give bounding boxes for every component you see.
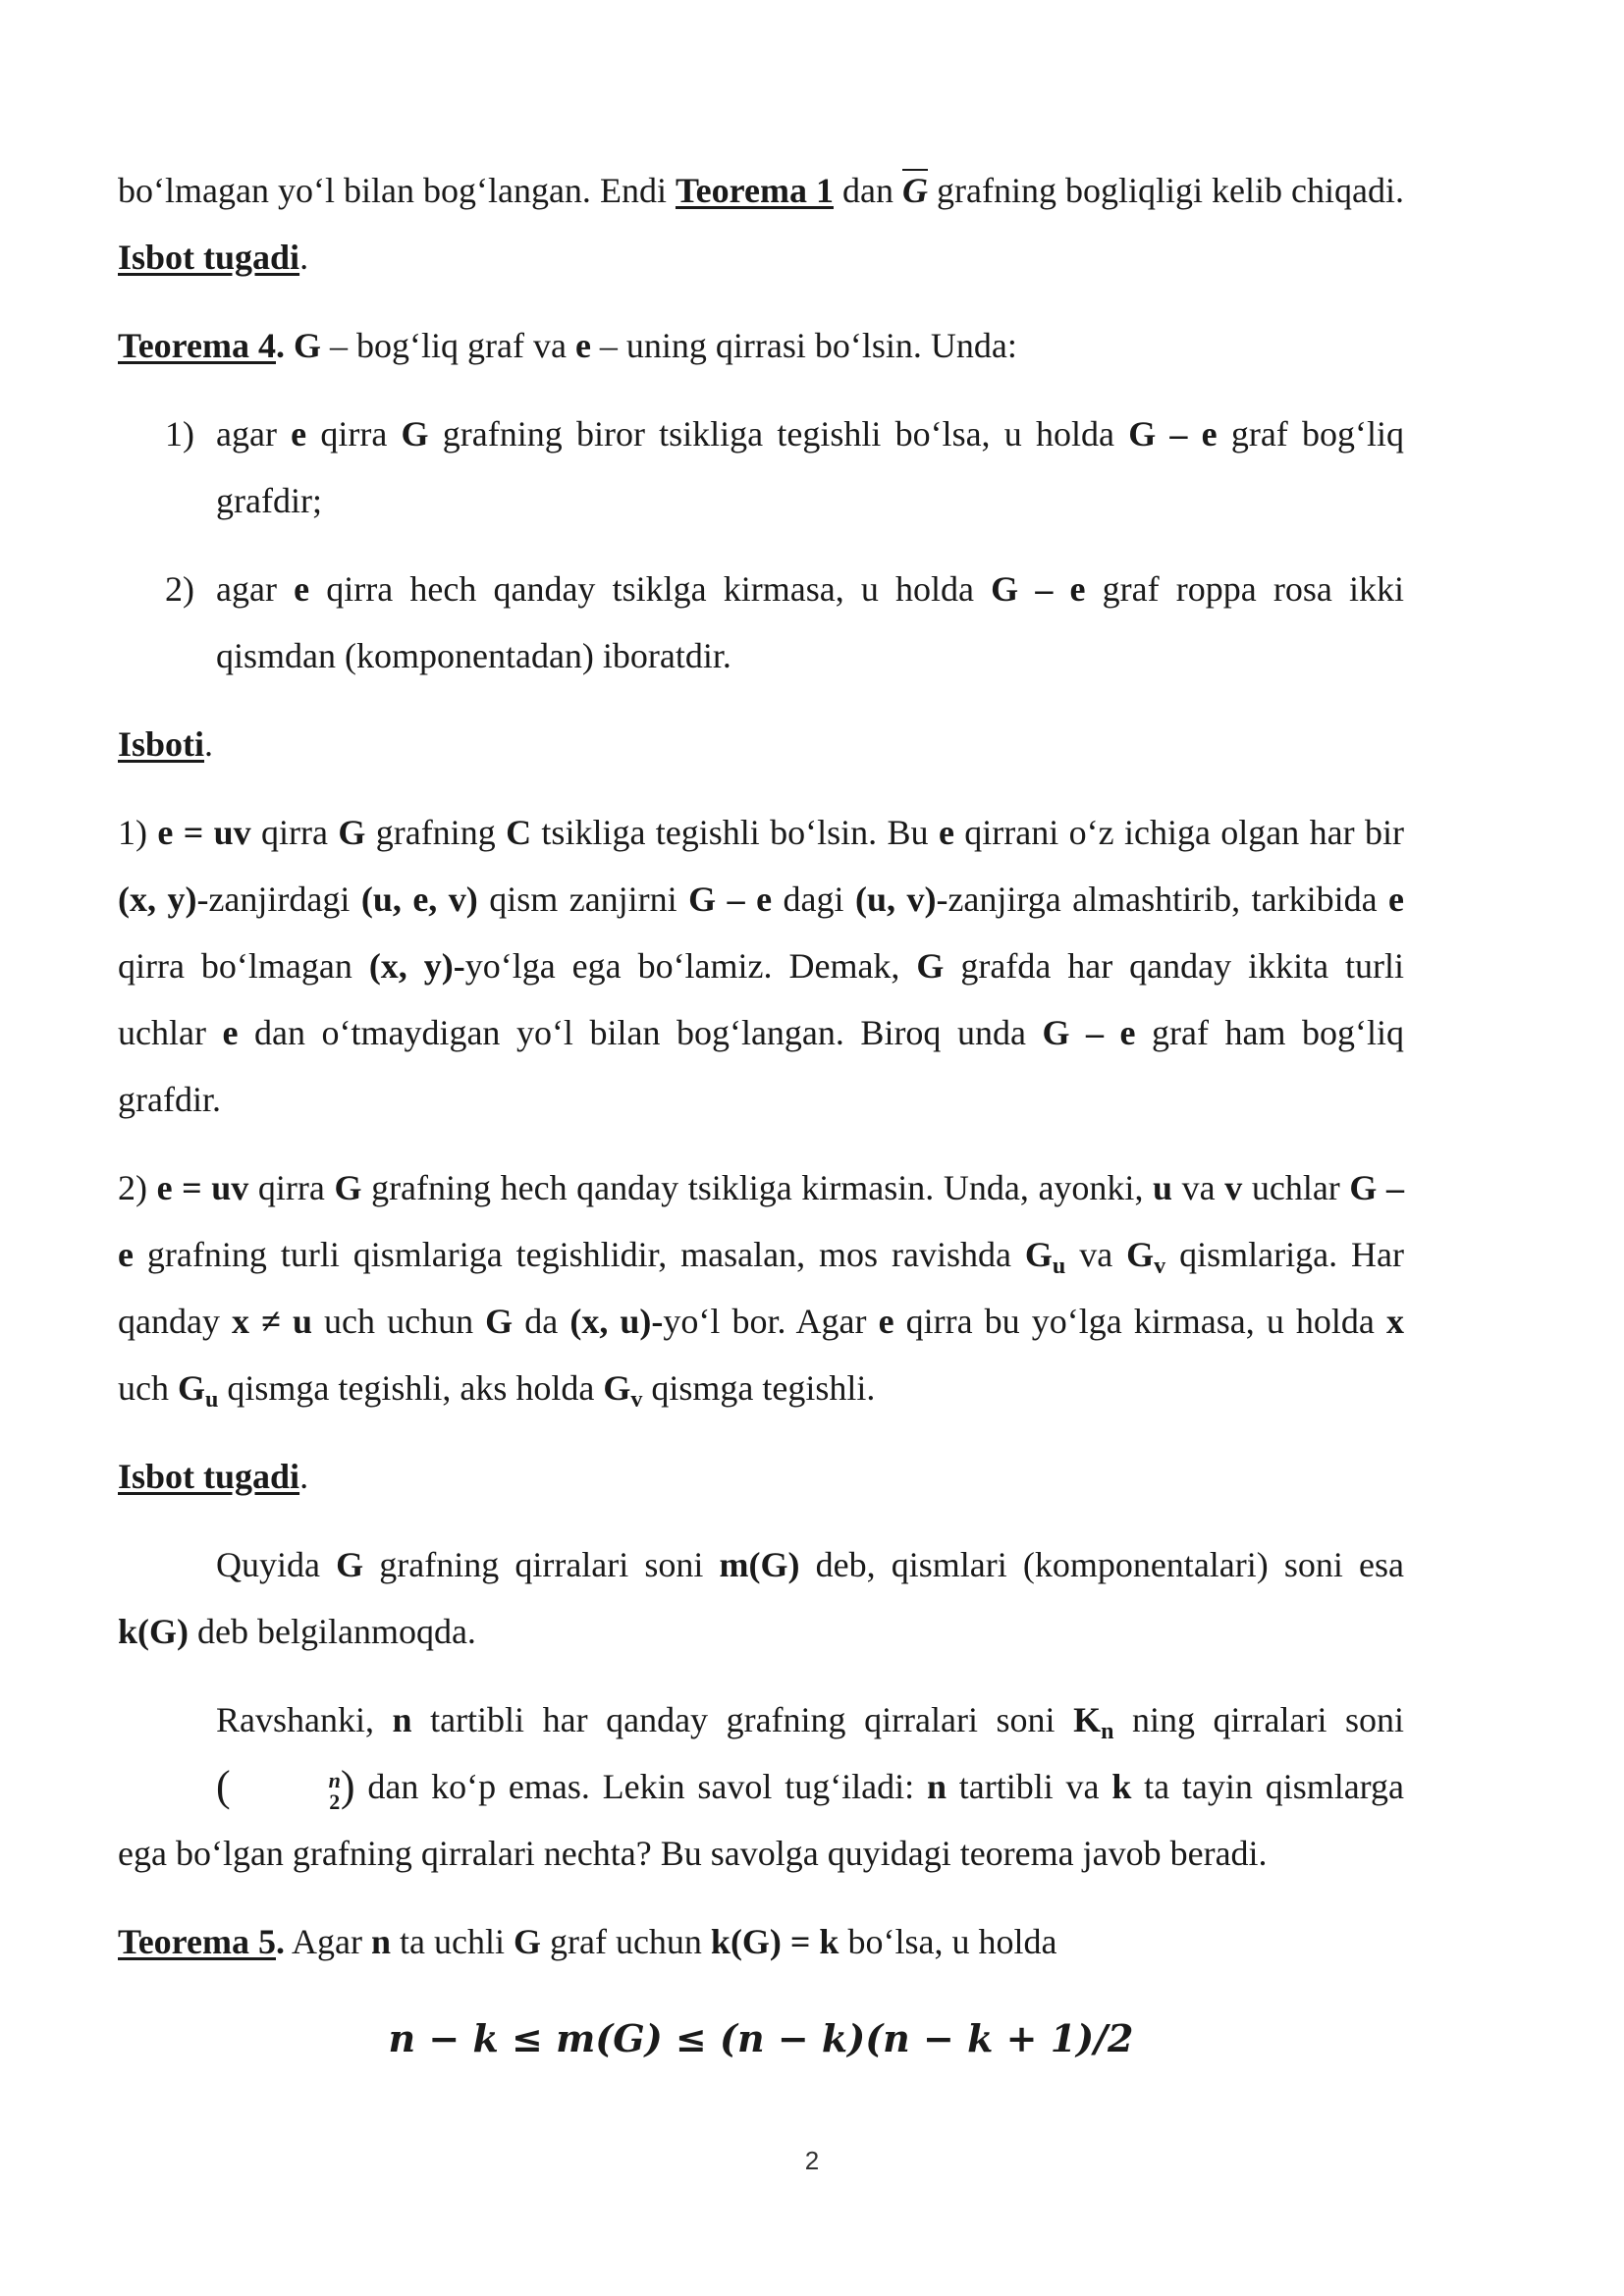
text: deb, qismlari (komponentalari) soni esa (799, 1545, 1404, 1584)
text: G – e (1042, 1013, 1136, 1052)
text: dan o‘tmaydigan yo‘l bilan bog‘langan. Biroq unda (238, 1013, 1043, 1052)
text: grafda har qanday ikkita turli uchlar (118, 946, 1405, 1052)
text: qirra hech qanday tsiklga kirmasa, u holda (309, 569, 992, 609)
binomial-bottom: 2 (329, 1789, 341, 1815)
text: C (506, 813, 532, 852)
text: e (878, 1302, 894, 1341)
text: G (513, 1922, 541, 1961)
text: m(G) (719, 1545, 800, 1584)
proof-end-label: Isbot tugadi (118, 1457, 300, 1496)
paragraph-continuation (118, 157, 1404, 291)
text: deb belgilanmoqda. (189, 1612, 476, 1651)
text: agar (216, 569, 295, 609)
notation-paragraph (118, 1531, 1404, 1665)
text: qismga tegishli. (642, 1368, 876, 1408)
proof-label: Isboti (118, 724, 205, 764)
text: tartibli har qanday grafning qirralari soni (411, 1700, 1074, 1739)
text: e (294, 569, 310, 609)
text: dan (833, 171, 902, 210)
list-item (118, 556, 1404, 689)
list-number: 1) (165, 414, 194, 454)
text: graf ham bog‘liq grafdir. (118, 1013, 1404, 1119)
text: n (392, 1700, 412, 1739)
text: e (222, 1013, 239, 1052)
subscript: v (630, 1387, 643, 1413)
text: ning qirralari soni (1113, 1700, 1404, 1739)
theorem-4 (118, 312, 1404, 379)
list-number: 2) (165, 569, 194, 609)
text: qism zanjirni (477, 880, 689, 919)
text: G (334, 1168, 362, 1207)
subscript: u (205, 1387, 219, 1413)
text: G (293, 326, 321, 365)
subscript: v (1154, 1254, 1166, 1279)
proof-heading (118, 711, 1404, 777)
text: dagi (772, 880, 855, 919)
text: bo‘lmagan yo‘l bilan bog‘langan. Endi (118, 171, 676, 210)
text: (u, e, v) (360, 880, 478, 919)
text: e (291, 414, 307, 454)
text: grafning hech qanday tsikliga kirmasin. Unda, ayonki, (361, 1168, 1154, 1207)
text: G (485, 1302, 514, 1341)
subscript: n (1101, 1719, 1114, 1744)
text: G (336, 1545, 364, 1584)
text: tsikliga tegishli bo‘lsin. Bu (531, 813, 939, 852)
subscript-symbol (603, 1368, 643, 1413)
subscript-symbol (1024, 1235, 1066, 1279)
text: Ravshanki, (216, 1700, 393, 1739)
text: – bog‘liq graf va (321, 326, 575, 365)
text: -zanjirdagi (196, 880, 361, 919)
text: ta uchli (391, 1922, 514, 1961)
text: x (1385, 1302, 1404, 1341)
subscript: u (1052, 1254, 1066, 1279)
text: grafning qirralari soni (363, 1545, 720, 1584)
text: qirra (306, 414, 402, 454)
binomial-top: n (328, 1768, 341, 1793)
theorem-5-label: Teorema 5 (118, 1922, 276, 1961)
text: tartibli va (947, 1767, 1112, 1806)
text: qirrani o‘z ichiga olgan har bir (953, 813, 1404, 852)
text: Quyida (216, 1545, 337, 1584)
text: qirra bu yo‘lga kirmasa, u holda (893, 1302, 1386, 1341)
text: G (401, 414, 429, 454)
text: e (574, 326, 591, 365)
text: . (299, 238, 309, 277)
text: G – e (118, 1168, 1404, 1274)
text: uch (118, 1368, 178, 1408)
theorem-4-label: Teorema 4 (118, 326, 276, 365)
text: uch uchun (311, 1302, 486, 1341)
text: va (1172, 1168, 1225, 1207)
text: grafning (365, 813, 507, 852)
text: x ≠ u (232, 1302, 312, 1341)
proof-part-2 (118, 1154, 1404, 1421)
text: G – e (688, 880, 773, 919)
theorem-5-formula: n − k ≤ m(G) ≤ (n − k)(n − k + 1)/2 (388, 2016, 1134, 2060)
text: Agar (284, 1922, 371, 1961)
text: grafning bogliqligi kelib chiqadi. (928, 171, 1404, 210)
text: G (603, 1368, 631, 1408)
text: qirra (250, 813, 339, 852)
theorem-5 (118, 1908, 1404, 1975)
text: uchlar (1242, 1168, 1350, 1207)
text: k(G) = k (710, 1922, 839, 1961)
text: . (275, 326, 285, 365)
text: graf roppa rosa ikki qismdan (komponentadan) iboratdir. (216, 569, 1405, 675)
list-item (118, 400, 1404, 534)
text: (x, u)- (569, 1302, 664, 1341)
page-number: 2 (804, 2146, 820, 2175)
text: grafning biror tsikliga tegishli bo‘lsa, u holda (428, 414, 1129, 454)
text: da (513, 1302, 570, 1341)
text: qirra (248, 1168, 335, 1207)
theorem-4-conditions (118, 400, 1404, 689)
text: ta tayin qismlarga ega bo‘lgan grafning qirralari nechta? Bu savolga quyidagi teorema javob beradi. (118, 1767, 1404, 1873)
text: grafning turli qismlariga tegishlidir, masalan, mos ravishda (133, 1235, 1025, 1274)
text: 1) (118, 813, 158, 852)
subscript-symbol (177, 1368, 219, 1413)
page-content (118, 157, 1404, 2073)
text: u (1153, 1168, 1173, 1207)
text: yo‘lga ega bo‘lamiz. Demak, (464, 946, 917, 986)
binomial-coefficient (118, 1762, 355, 1815)
text: G (916, 946, 945, 986)
text: . (204, 724, 214, 764)
text: e (938, 813, 954, 852)
text: 2) (118, 1168, 157, 1207)
text: k (1111, 1767, 1132, 1806)
text: dan ko‘p emas. Lekin savol tug‘iladi: (354, 1767, 927, 1806)
complement-graph-symbol: $\overline{G}$ (902, 171, 928, 210)
text: n (370, 1922, 391, 1961)
text: K (1073, 1700, 1102, 1739)
text: n (926, 1767, 947, 1806)
text: -zanjirga almashtirib, tarkibida (936, 880, 1389, 919)
proof-end (118, 1443, 1404, 1510)
text: qismga tegishli, aks holda (218, 1368, 604, 1408)
subscript-symbol (1073, 1700, 1114, 1744)
text: ) (340, 1762, 355, 1811)
text: e = uv (157, 813, 251, 852)
text: G – e (1128, 414, 1218, 454)
text: (x, y) (118, 880, 197, 919)
text: (x, y)- (368, 946, 465, 986)
text: G (1024, 1235, 1053, 1274)
text: ( (216, 1762, 231, 1811)
proof-part-1 (118, 799, 1404, 1133)
proof-end-marker: Isbot tugadi (118, 238, 300, 277)
text: agar (216, 414, 292, 454)
text: – uning qirrasi bo‘lsin. Unda: (590, 326, 1017, 365)
text: G (177, 1368, 205, 1408)
edges-count-paragraph (118, 1686, 1404, 1887)
text: . (275, 1922, 285, 1961)
text: v (1224, 1168, 1243, 1207)
text: yo‘l bor. Agar (663, 1302, 879, 1341)
text: qismlariga. Har qanday (118, 1235, 1404, 1341)
text: bo‘lsa, u holda (839, 1922, 1057, 1961)
text: (u, v) (854, 880, 937, 919)
text: G (338, 813, 366, 852)
text: e (1388, 880, 1405, 919)
text: va (1065, 1235, 1127, 1274)
subscript-symbol (1126, 1235, 1166, 1279)
binomial-stack (231, 1770, 341, 1813)
text: graf bog‘liq grafdir; (216, 414, 1404, 520)
text: G (1126, 1235, 1155, 1274)
text: k(G) (118, 1612, 189, 1651)
theorem-1-reference: Teorema 1 (675, 171, 834, 210)
text: G – e (991, 569, 1086, 609)
text: e = uv (156, 1168, 249, 1207)
text: qirra bo‘lmagan (118, 946, 369, 986)
text: . (299, 1457, 309, 1496)
text: graf uchun (540, 1922, 711, 1961)
